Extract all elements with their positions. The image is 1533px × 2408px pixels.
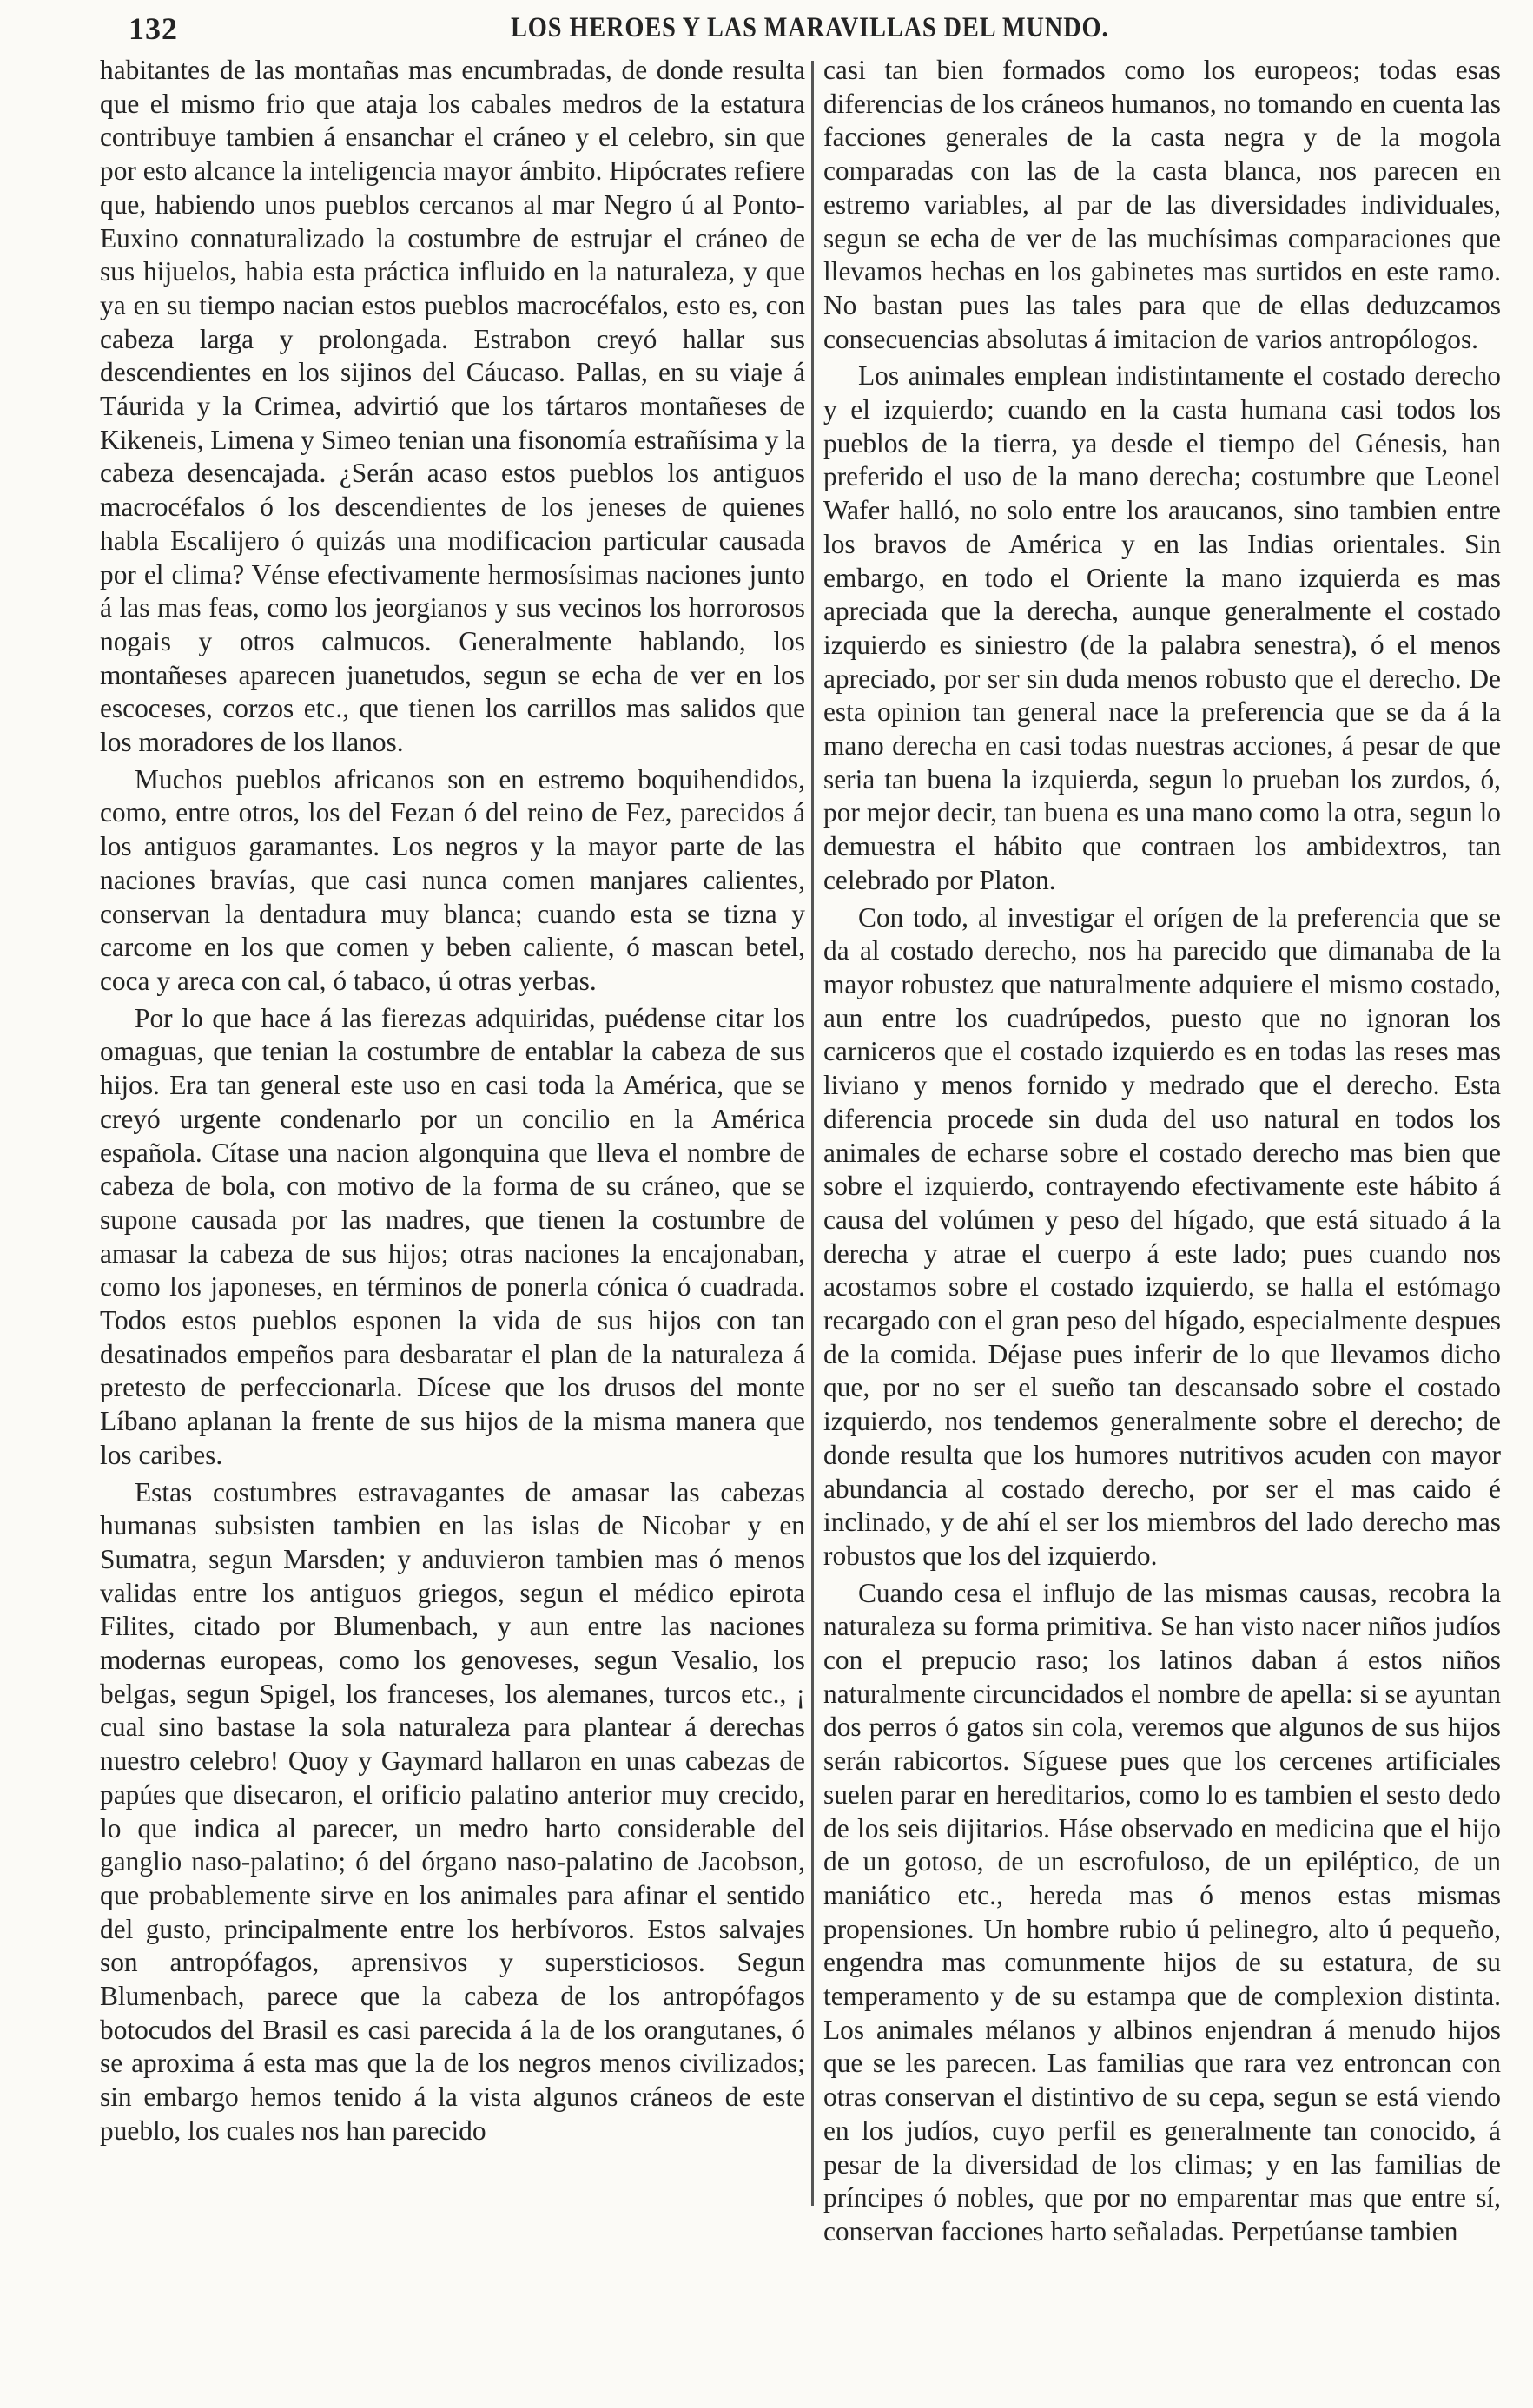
paragraph: Cuando cesa el influjo de las mismas causas, recobra la naturaleza su forma primitiva. Se han visto nacer niños judíos con el prepucio raso; los latinos daban á estos niños naturalmente circuncidados el nombre de apella: si se ayuntan dos perros ó gatos sin cola, veremos que algunos de sus hijos serán rabicortos. Síguese pues que los cercenes artificiales suelen parar en hereditarios, como lo es tambien el sesto dedo de los seis dijitarios. Háse observado en medicina que el hijo de un gotoso, de un escrofuloso, de un epiléptico, de un maniático etc., hereda mas ó menos estas mismas propensiones. Un hombre rubio ú pelinegro, alto ú pequeño, engendra mas comunmente hijos de su estatura, de su temperamento y de su estampa que de complexion distinta. Los animales mélanos y albinos enjendran á menudo hijos que se les parecen. Las familias que rara vez entroncan con otras conservan el distintivo de su cepa, segun se está viendo en los judíos, cuyo perfil es generalmente tan conocido, á pesar de la diversidad de los climas; y en las familias de príncipes ó nobles, que por no emparentar mas que entre sí, conservan facciones harto señaladas. Perpetúanse tambien [823,1577,1501,2246]
column-divider [811,61,814,2206]
running-title: LOS HEROES Y LAS MARAVILLAS DEL MUNDO. [511,12,1109,43]
page-number: 132 [129,11,178,46]
paragraph: Los animales emplean indistintamente el costado derecho y el izquierdo; cuando en la casta humana casi todos los pueblos de la tierra, ya desde el tiempo del Génesis, han preferido el uso de la mano derecha; costumbre que Leonel Wafer halló, no solo entre los araucanos, sino tambien entre los bravos de América y en las Indias orientales. Sin embargo, en todo el Oriente la mano izquierda es mas apreciada que la derecha, aunque generalmente el costado izquierdo es siniestro (de la palabra senestra), ó el menos apreciado, por ser sin duda menos robusto que el derecho. De esta opinion tan general nace la preferencia que se da á la mano derecha en casi todas nuestras acciones, á pesar de que seria tan buena la izquierda, segun lo prueban los zurdos, ó, por mejor decir, tan buena es una mano como la otra, segun lo demuestra el hábito que contraen los ambidextros, tan celebrado por Platon. [823,360,1501,895]
right-column [823,54,1501,2249]
left-column [100,54,805,2148]
paragraph: Muchos pueblos africanos son en estremo boquihendidos, como, entre otros, los del Fezan ó del reino de Fez, parecidos á los antiguos garamantes. Los negros y la mayor parte de las naciones bravías, que casi nunca comen manjares calientes, conservan la dentadura muy blanca; cuando esta se tizna y carcome en los que comen y beben caliente, ó mascan betel, coca y areca con cal, ó tabaco, ú otras yerbas. [100,763,805,996]
paragraph: habitantes de las montañas mas encumbradas, de donde resulta que el mismo frio que ataja los cabales medros de la estatura contribuye tambien á ensanchar el cráneo y el celebro, sin que por esto alcance la inteligencia mayor ámbito. Hipócrates refiere que, habiendo unos pueblos cercanos al mar Negro ú al Ponto-Euxino connaturalizado la costumbre de estrujar el cráneo de sus hijuelos, habia esta práctica influido en la naturaleza, y que ya en su tiempo nacian estos pueblos macrocéfalos, esto es, con cabeza larga y prolongada. Estrabon creyó hallar sus descendientes en los sijinos del Cáucaso. Pallas, en su viaje á Táurida y la Crimea, advirtió que los tártaros montañeses de Kikeneis, Limena y Simeo tenian una fisonomía estrañísima y la cabeza desencajada. ¿Serán acaso estos pueblos los antiguos macrocéfalos ó los descendientes de los jeneses de quienes habla Escalijero ó quizás una modificacion particular causada por el clima? Vénse efectivamente hermosísimas naciones junto á las mas feas, como los jeorgianos y sus vecinos los horrorosos nogais y otros calmucos. Generalmente hablando, los montañeses aparecen juanetudos, segun se echa de ver en los escoceses, corzos etc., que tienen los carrillos mas salidos que los moradores de los llanos. [100,55,805,758]
paragraph: Con todo, al investigar el orígen de la preferencia que se da al costado derecho, nos ha parecido que dimanaba de la mayor robustez que naturalmente adquiere el mismo costado, aun entre los cuadrúpedos, puesto que no ignoran los carniceros que el costado izquierdo es en todas las reses mas liviano y menos fornido y medrado que el derecho. Esta diferencia procede sin duda del uso natural en todos los animales de echarse sobre el costado derecho mas bien que sobre el izquierdo, contrayendo efectivamente este hábito á causa del volúmen y peso del hígado, que está situado á la derecha y atrae el cuerpo á este lado; pues cuando nos acostamos sobre el costado izquierdo, se halla el estómago recargado con el gran peso del hígado, especialmente despues de la comida. Déjase pues inferir de lo que llevamos dicho que, por no ser el sueño tan descansado sobre el costado izquierdo, nos tendemos generalmente sobre el derecho; de donde resulta que los humores nutritivos acuden con mayor abundancia al costado derecho, por ser el mas caido é inclinado, y de ahí el ser los miembros del lado derecho mas robustos que los del izquierdo. [823,901,1501,1571]
page-header [129,10,1483,50]
paragraph: casi tan bien formados como los europeos; todas esas diferencias de los cráneos humanos, no tomando en cuenta las facciones generales de la casta negra y de la mogola comparadas con las de la casta blanca, nos parecen en estremo variables, al par de las diversidades individuales, segun se echa de ver de las muchísimas comparaciones que llevamos hechas en los gabinetes mas surtidos en este ramo. No bastan pues las tales para que de ellas deduzcamos consecuencias absolutas á imitacion de varios antropólogos. [823,55,1501,354]
paragraph: Por lo que hace á las fierezas adquiridas, puédense citar los omaguas, que tenian la costumbre de entablar la cabeza de sus hijos. Era tan general este uso en casi toda la América, que se creyó urgente condenarlo por un concilio en la América española. Cítase una nacion algonquina que lleva el nombre de cabeza de bola, con motivo de la forma de su cráneo, que se supone causada por las madres, que tienen la costumbre de amasar la cabeza de sus hijos; otras naciones la encajonaban, como los japoneses, en términos de ponerla cónica ó cuadrada. Todos estos pueblos esponen la vida de sus hijos con tan desatinados empeños para desbaratar el plan de la naturaleza á pretesto de perfeccionarla. Dícese que los drusos del monte Líbano aplanan la frente de sus hijos de la misma manera que los caribes. [100,1002,805,1470]
paragraph: Estas costumbres estravagantes de amasar las cabezas humanas subsisten tambien en las islas de Nicobar y en Sumatra, segun Marsden; y anduvieron tambien mas ó menos validas entre los antiguos griegos, segun el médico epirota Filites, citado por Blumenbach, y aun entre las naciones modernas europeas, como los genoveses, segun Vesalio, los belgas, segun Spigel, los franceses, los alemanes, turcos etc., ¡ cual sino bastase la sola naturaleza para plantear á derechas nuestro celebro! Quoy y Gaymard hallaron en unas cabezas de papúes que disecaron, el orificio palatino anterior muy crecido, lo que indica al parecer, un medro harto considerable del ganglio naso-palatino; ó del órgano naso-palatino de Jacobson, que probablemente sirve en los animales para afinar el sentido del gusto, principalmente entre los herbívoros. Estos salvajes son antropófagos, aprensivos y supersticiosos. Segun Blumenbach, parece que la cabeza de los antropófagos botocudos del Brasil es casi parecida á la de los orangutanes, ó se aproxima á esta mas que la de los negros menos civilizados; sin embargo hemos tenido á la vista algunos cráneos de este pueblo, los cuales nos han parecido [100,1476,805,2146]
